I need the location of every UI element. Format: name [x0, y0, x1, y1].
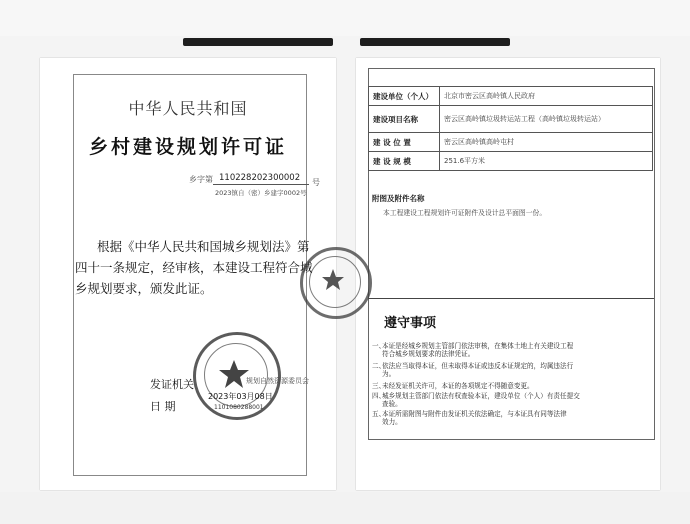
row-value: 密云区高岭镇高岭屯村: [440, 133, 653, 152]
seal-number: 1101080288001: [214, 404, 264, 411]
cert-number: 110228202300002: [219, 173, 301, 183]
row-label: 建设项目名称: [369, 106, 440, 133]
notice-number: 一、: [372, 342, 386, 350]
row-value: 251.6平方米: [440, 152, 653, 171]
notice-item: [372, 392, 642, 409]
notice-line: 为。: [382, 370, 396, 379]
notice-line: 本证是经城乡规划主管部门依法审核，在集体土地上有关建设工程: [382, 342, 574, 350]
center-seal: [300, 247, 372, 319]
row-value: 北京市密云区高岭镇人民政府: [440, 87, 653, 106]
notice-item: [372, 410, 642, 427]
certificate-title: 乡村建设规划许可证: [88, 136, 287, 158]
cert-suffix: 号: [312, 178, 320, 187]
notice-line: 效力。: [382, 418, 402, 427]
issuer-name: 规划自然资源委员会: [246, 377, 309, 385]
row-value: 密云区高岭镇垃圾转运站工程（高岭镇垃圾转运站）: [440, 106, 653, 133]
notice-line: 城乡规划主管部门依法有权查验本证，建设单位（个人）有责任提交: [382, 392, 580, 400]
notice-line: 依法应当取得本证，但未取得本证或违反本证规定的，均属违法行: [382, 362, 574, 370]
cert-number-underline: [213, 184, 309, 185]
left-page-top-edge: [183, 38, 333, 46]
table-row: [369, 106, 653, 133]
issuer-label: 发证机关: [150, 378, 194, 391]
country-name: 中华人民共和国: [128, 99, 248, 118]
notice-item: [372, 362, 642, 379]
notice-line: 本证所需附图与附件由发证机关依法确定，与本证具有同等法律: [382, 410, 567, 418]
row-label: 建 设 规 模: [369, 152, 440, 171]
table-row: [369, 152, 653, 171]
body-line-3: 乡规划要求，颁发此证。: [75, 281, 213, 296]
notice-item: [372, 342, 642, 359]
notice-line: 未经发证机关许可，本证的各项规定不得随意变更。: [382, 382, 534, 390]
seal-star-icon: [300, 247, 366, 313]
info-table: [368, 86, 653, 171]
row-label: 建 设 位 置: [369, 133, 440, 152]
notice-line: 查验。: [382, 400, 402, 409]
date-label: 日 期: [150, 400, 176, 413]
body-line-1: 根据《中华人民共和国城乡规划法》第: [97, 239, 310, 254]
top-background: [0, 0, 690, 36]
annex-label: 附图及附件名称: [372, 194, 425, 203]
notice-item: [372, 382, 642, 390]
table-row: [369, 87, 653, 106]
notice-number: 五、: [372, 410, 386, 418]
table-row: [369, 133, 653, 152]
body-line-2: 四十一条规定，经审核，本建设工程符合城: [75, 260, 313, 275]
notice-line: 符合城乡规划要求的法律凭证。: [382, 350, 475, 359]
notice-number: 四、: [372, 392, 386, 400]
notice-number: 三、: [372, 382, 386, 390]
issue-date: 2023年03月08日: [208, 392, 273, 401]
right-page-top-edge: [360, 38, 510, 46]
section-divider: [368, 298, 654, 299]
row-label: 建设单位（个人）: [369, 87, 440, 106]
bottom-background: [0, 492, 690, 524]
notice-title: 遵守事项: [384, 316, 437, 331]
cert-subline: 2023镇自（密）乡建字0002号: [215, 189, 307, 197]
cert-prefix: 乡字第: [189, 175, 213, 184]
annex-text: 本工程建设工程规划许可证附件及设计总平面图一份。: [383, 209, 547, 217]
notice-number: 二、: [372, 362, 386, 370]
